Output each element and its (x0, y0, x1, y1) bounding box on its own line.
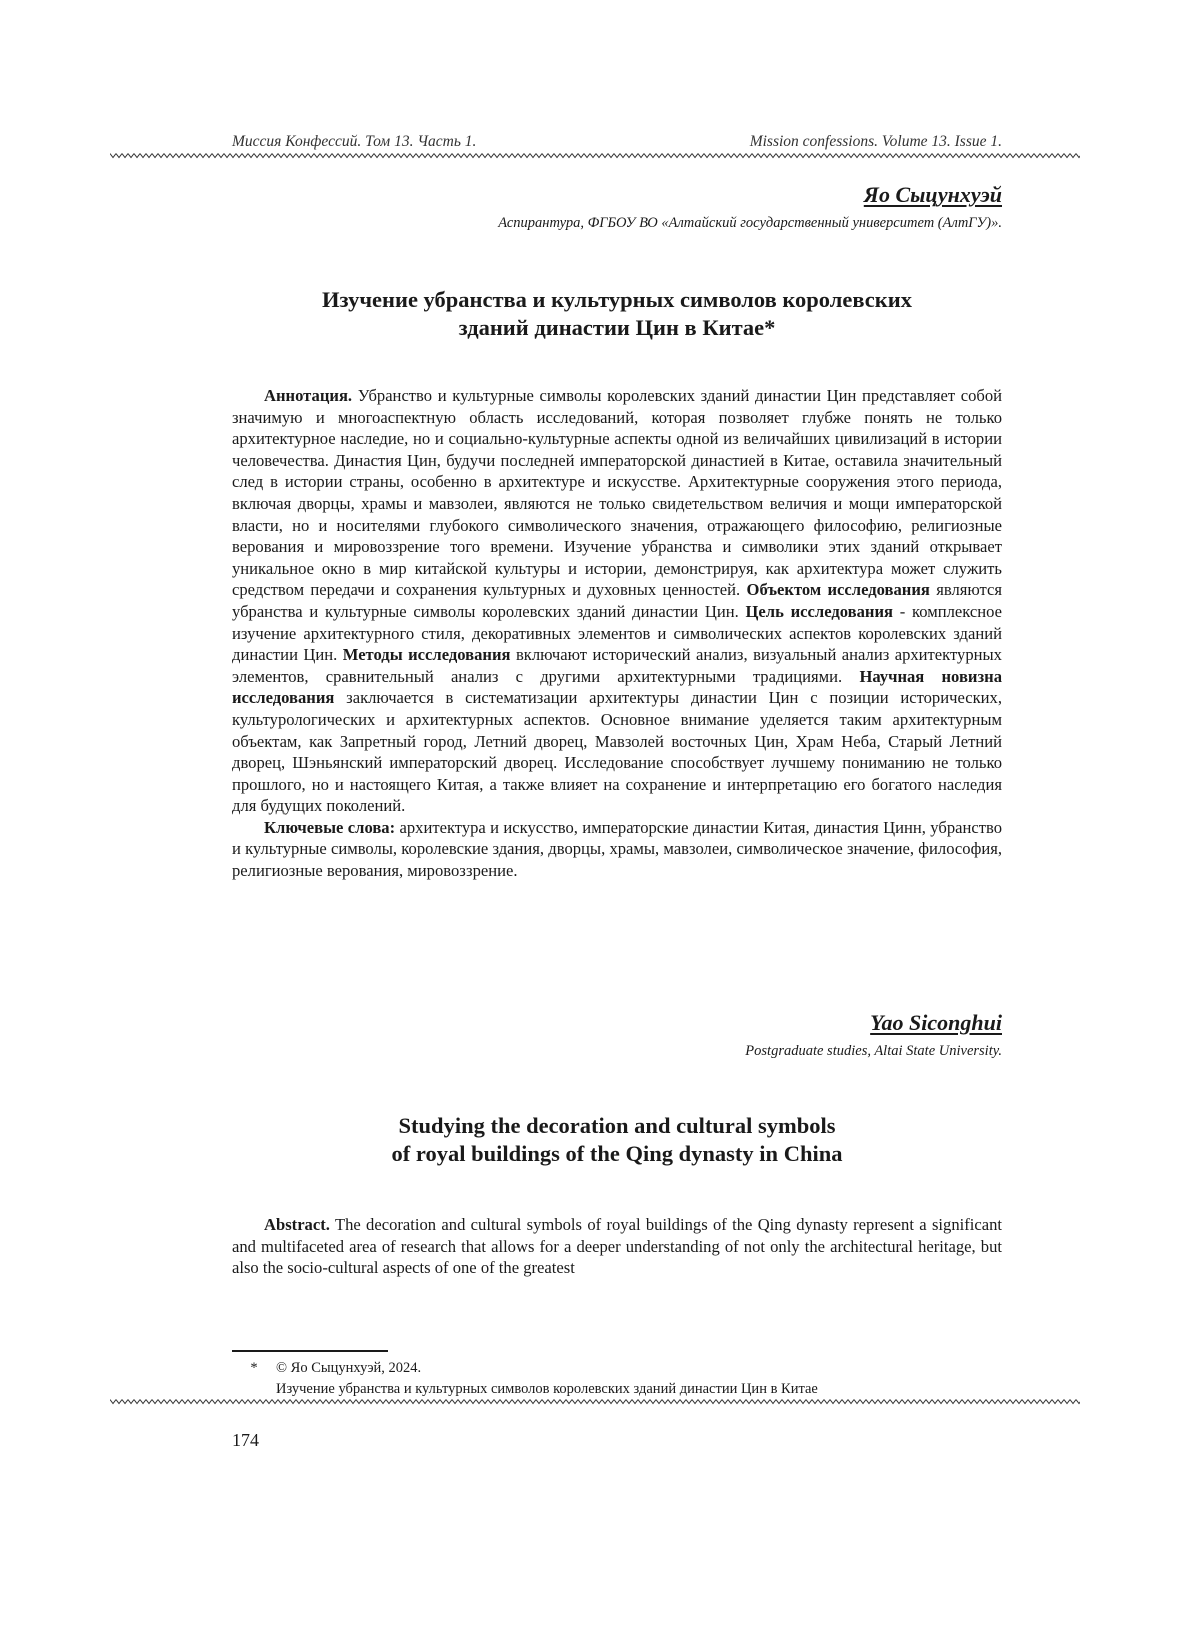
abstract-en-paragraph (232, 1214, 1002, 1279)
ornament-divider-bottom (110, 1398, 1080, 1405)
methods-label: Методы исследования (343, 645, 511, 664)
goal-text: - комплексное изучение архитектурного стиля, декоративных элементов и символических аспектов королевских зданий династии Цин. (232, 602, 1002, 664)
author-affiliation-ru: Аспирантура, ФГБОУ ВО «Алтайский государственный университет (АлтГУ)». (498, 215, 1002, 232)
abstract-en-label: Abstract. (264, 1215, 330, 1234)
ornament-divider-top (110, 152, 1080, 159)
footnote-rule (232, 1350, 388, 1352)
title-en-line2: of royal buildings of the Qing dynasty in China (232, 1140, 1002, 1168)
journal-title-ru: Миссия Конфессий. Том 13. Часть 1. (232, 133, 476, 151)
footnote-copyright: © Яо Сыцунхуэй, 2024. (276, 1360, 421, 1376)
title-ru-line1: Изучение убранства и культурных символов королевских (232, 286, 1002, 314)
title-en-line1: Studying the decoration and cultural symbols (232, 1112, 1002, 1140)
novelty-label: Научная новизна исследования (232, 667, 1002, 708)
page-number: 174 (232, 1430, 259, 1451)
abstract-en (232, 1214, 1002, 1279)
author-affiliation-en: Postgraduate studies, Altai State University. (745, 1043, 1002, 1060)
article-title-en (232, 1112, 1002, 1168)
abstract-ru-label: Аннотация. (264, 386, 352, 405)
footnote-mark: * (232, 1358, 276, 1379)
abstract-ru-p1: Убранство и культурные символы королевских зданий династии Цин представляет собой значимую и многоаспектную область исследований, которая позволяет глубже понять не только архитектурное наследие, но и социально-культурные аспекты одной из величайших цивилизаций в истории человечества. Династия Цин, будучи последней императорской династией в Китае, оставила значительный след в истории страны, особенно в архитектуре и искусстве. Архитектурные сооружения этого периода, включая дворцы, храмы и мавзолеи, являются не только свидетельством величия и мощи императорской власти, но и носителями глубокого символического значения, отражающего философию, религиозные верования и мировоззрение того времени. Изучение убранства и символики этих зданий открывает уникальное окно в мир китайской культуры и истории, демонстрируя, как архитектура может служить средством передачи и сохранения культурных и духовных ценностей. (232, 386, 1002, 599)
keywords-ru-text: архитектура и искусство, императорские династии Китая, династия Цинн, убранство и культурные символы, королевские здания, дворцы, храмы, мавзолеи, символическое значение, философия, религиозные верования, мировоззрение. (232, 818, 1002, 880)
title-ru-line2: зданий династии Цин в Китае* (232, 314, 1002, 342)
object-label: Объектом исследования (747, 580, 930, 599)
journal-title-en: Mission confessions. Volume 13. Issue 1. (750, 133, 1002, 151)
keywords-ru-label: Ключевые слова: (264, 818, 395, 837)
author-name-en: Yao Siconghui (870, 1010, 1002, 1036)
keywords-ru-paragraph (232, 817, 1002, 882)
footnote (232, 1358, 818, 1400)
object-text: являются убранства и культурные символы королевских зданий династии Цин. (232, 580, 1002, 621)
article-title-ru (232, 286, 1002, 342)
goal-label: Цель исследования (746, 602, 893, 621)
author-name-ru: Яо Сыцунхуэй (864, 182, 1002, 208)
abstract-ru (232, 385, 1002, 882)
methods-text: включают исторический анализ, визуальный анализ архитектурных элементов, сравнительный анализ с другими архитектурными традициями. (232, 645, 1002, 686)
footnote-title: Изучение убранства и культурных символов королевских зданий династии Цин в Китае (232, 1379, 818, 1400)
abstract-ru-paragraph (232, 385, 1002, 817)
novelty-text: заключается в систематизации архитектуры династии Цин с позиции исторических, культурологических и архитектурных аспектов. Основное внимание уделяется таким архитектурным объектам, как Запретный город, Летний дворец, Мавзолей восточных Цин, Храм Неба, Старый Летний дворец, Шэньянский императорский дворец. Исследование способствует лучшему пониманию не только прошлого, но и настоящего Китая, а также влияет на сохранение и интерпретацию его богатого наследия для будущих поколений. (232, 688, 1002, 815)
abstract-en-text: The decoration and cultural symbols of royal buildings of the Qing dynasty represent a significant and multifaceted area of research that allows for a deeper understanding of not only the architectural heritage, but also the socio-cultural aspects of one of the greatest (232, 1215, 1002, 1277)
